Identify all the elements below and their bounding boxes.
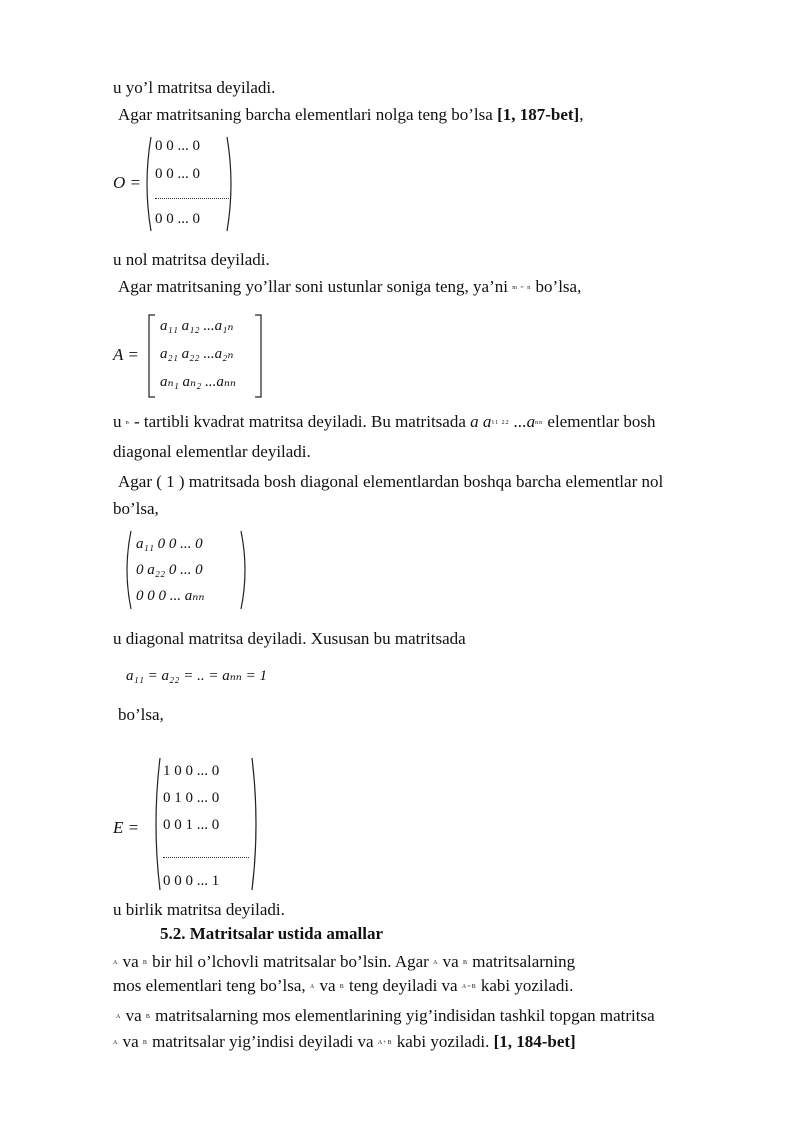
matrix-row: a₂₁ a₂₂ ...a₂ₙ — [160, 346, 234, 362]
math-fragment: m = n — [512, 284, 532, 291]
left-bracket — [148, 314, 156, 398]
dotted-row — [163, 857, 249, 858]
matrix-label: O = — [113, 173, 141, 192]
text-line: u diagonal matritsa deyiladi. Xususan bu matritsada — [113, 629, 466, 648]
matrix-row: 0 0 0 ... aₙₙ — [136, 588, 205, 604]
text-span: kabi yoziladi. — [476, 976, 574, 995]
text-span: teng deyiladi va — [344, 976, 462, 995]
text-line — [113, 950, 575, 975]
text-span: matritsalar yig’indisi deyiladi va — [147, 1032, 378, 1051]
text-span: bo’lsa, — [531, 277, 582, 296]
text-line: diagonal elementlar deyiladi. — [113, 442, 311, 461]
reference: [1, 187-bet] — [497, 105, 580, 124]
matrix-row: 0 0 ... 0 — [155, 166, 200, 182]
matrix-row: 1 0 0 ... 0 — [163, 763, 220, 779]
left-paren — [142, 136, 152, 232]
text-span: elementlar bosh — [543, 412, 656, 431]
matrix-row: aₙ₁ aₙ₂ ...aₙₙ — [160, 374, 236, 390]
text-span: va — [121, 1006, 146, 1025]
section-heading: 5.2. Matritsalar ustida amallar — [160, 924, 384, 943]
text-line — [113, 1030, 576, 1055]
right-bracket — [254, 314, 262, 398]
math-fragment: B — [142, 959, 148, 966]
text-span: Agar matritsaning yo’llar soni ustunlar soniga teng, ya’ni — [118, 277, 513, 296]
text-span: matritsalarning mos elementlarining yig’indisidan tashkil topgan matritsa — [150, 1006, 655, 1025]
matrix-row: a₁₁ 0 0 ... 0 — [136, 536, 203, 552]
text-span: va — [438, 952, 463, 971]
text-line — [113, 410, 743, 435]
text-line: bo’lsa, — [118, 705, 164, 724]
text-span: va — [118, 1032, 143, 1051]
reference: [1, 184-bet] — [493, 1032, 576, 1051]
math-fragment: B — [145, 1013, 151, 1020]
math-fragment: A — [433, 959, 439, 966]
math-fragment: a a — [470, 412, 492, 431]
matrix-label: E = — [113, 818, 140, 837]
text-span: matritsalarning — [467, 952, 576, 971]
math-fragment: B — [142, 1039, 148, 1046]
text-line: u birlik matritsa deyiladi. — [113, 900, 285, 919]
matrix-label: A = — [113, 345, 139, 364]
text-line — [118, 275, 581, 300]
text-line: u yo’l matritsa deyiladi. — [113, 78, 276, 97]
math-fragment: B — [339, 983, 345, 990]
text-line: bo’lsa, — [113, 499, 159, 518]
right-paren — [251, 757, 261, 891]
text-span: bir hil o’lchovli matritsalar bo’lsin. Agar — [147, 952, 434, 971]
math-fragment: ...a — [509, 412, 536, 431]
math-fragment: A+B — [377, 1039, 393, 1046]
math-fragment: 11 22 — [491, 419, 510, 426]
matrix-row: 0 a₂₂ 0 ... 0 — [136, 562, 203, 578]
text-line: u nol matritsa deyiladi. — [113, 250, 270, 269]
matrix-row: 0 0 ... 0 — [155, 211, 200, 227]
math-fragment: A — [309, 983, 316, 990]
text-line: Agar ( 1 ) matritsada bosh diagonal elementlardan boshqa barcha elementlar nol — [118, 472, 664, 491]
text-span: , — [579, 105, 584, 124]
text-line — [118, 103, 583, 128]
text-line — [113, 974, 573, 999]
matrix-row: 0 0 1 ... 0 — [163, 817, 220, 833]
matrix-row: 0 0 ... 0 — [155, 138, 200, 154]
text-line — [116, 1004, 655, 1029]
text-span: Agar matritsaning barcha elementlari nolga teng bo’lsa — [118, 105, 498, 124]
left-paren — [122, 530, 132, 610]
math-fragment: A — [113, 959, 119, 966]
math-fragment: A — [113, 1039, 119, 1046]
text-span: va — [118, 952, 143, 971]
math-fragment: nn — [535, 419, 544, 426]
text-span: - tartibli kvadrat matritsa deyiladi. Bu matritsada — [129, 412, 471, 431]
left-paren — [151, 757, 161, 891]
matrix-row: 0 1 0 ... 0 — [163, 790, 220, 806]
right-paren — [240, 530, 250, 610]
text-span: va — [315, 976, 340, 995]
right-paren — [226, 136, 236, 232]
text-span: kabi yoziladi. — [392, 1032, 494, 1051]
equation: a₁₁ = a₂₂ = .. = aₙₙ = 1 — [126, 668, 268, 684]
math-fragment: B — [462, 959, 468, 966]
matrix-row: a₁₁ a₁₂ ...a₁ₙ — [160, 318, 234, 334]
text-span: u — [113, 412, 126, 431]
math-fragment: A=B — [461, 983, 477, 990]
math-fragment: n — [125, 419, 130, 426]
text-span: mos elementlari teng bo’lsa, — [113, 976, 310, 995]
matrix-row: 0 0 0 ... 1 — [163, 873, 220, 889]
math-fragment: A — [116, 1013, 122, 1020]
dotted-row — [155, 198, 229, 199]
